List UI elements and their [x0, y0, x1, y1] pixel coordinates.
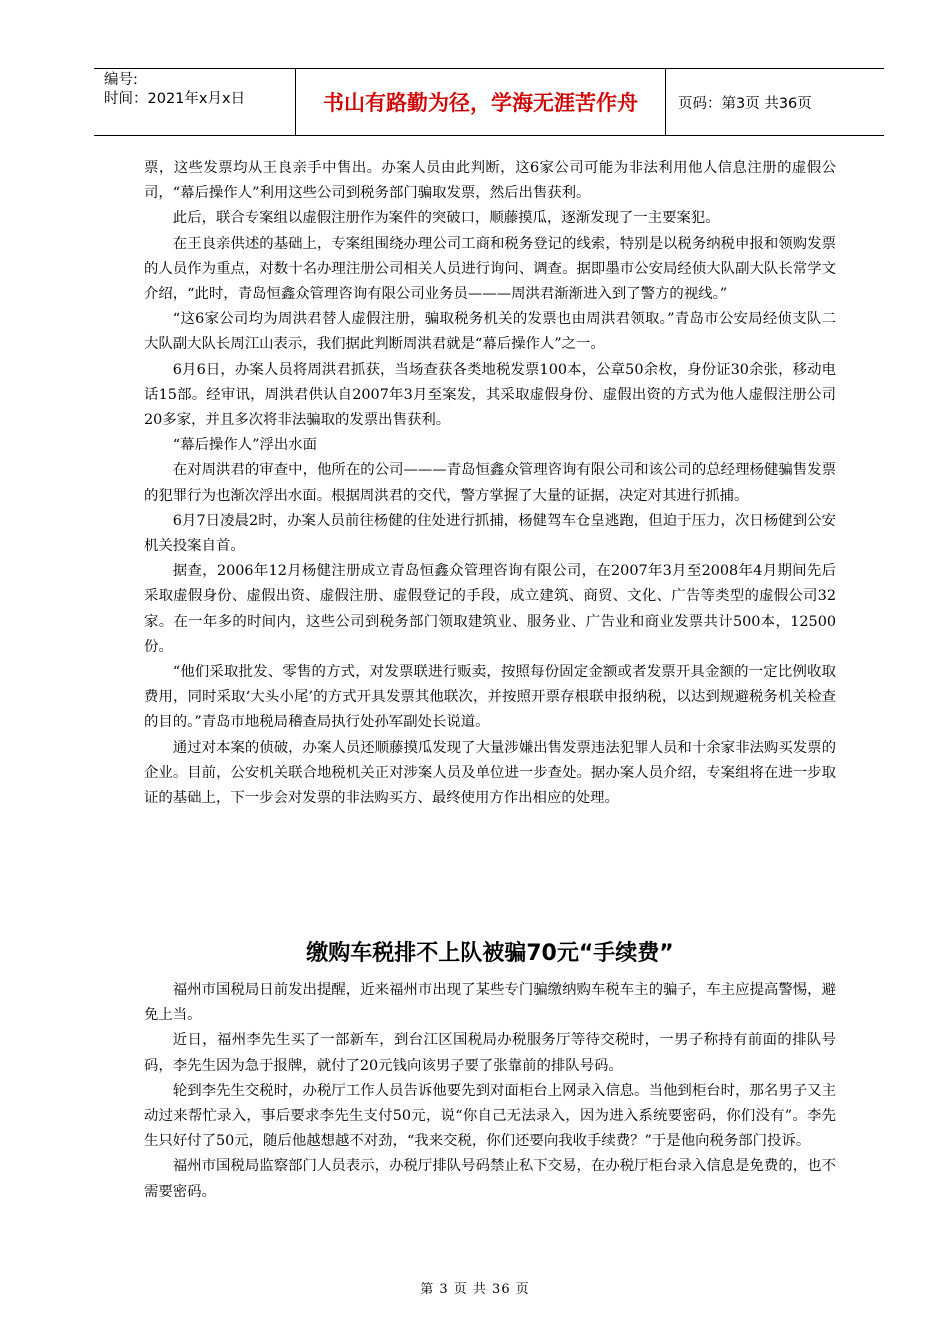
header-meta [94, 69, 296, 135]
paragraph: 在王良亲供述的基础上，专案组围绕办理公司工商和税务登记的线索，特别是以税务纳税申报和领购发票的人员作为重点，对数十名办理注册公司相关人员进行询问、调查。据即墨市公安局经侦大队副大队长常学文介绍，“此时，青岛恒鑫众管理咨询有限公司业务员———周洪君渐渐进入到了警方的视线。” [144, 235, 836, 303]
section-heading: “幕后操作人”浮出水面 [172, 437, 318, 454]
paragraph: 近日，福州李先生买了一部新车，到台江区国税局办税服务厅等待交税时，一男子称持有前面的排队号码，李先生因为急于报牌，就付了20元钱向该男子要了张靠前的排队号码。 [144, 1032, 836, 1074]
paragraph: 票，这些发票均从王良亲手中售出。办案人员由此判断，这6家公司可能为非法利用他人信息注册的虚假公司，“幕后操作人”利用这些公司到税务部门骗取发票，然后出售获利。 [144, 160, 836, 202]
paragraph: 福州市国税局监察部门人员表示，办税厅排队号码禁止私下交易，在办税厅柜台录入信息是免费的，也不需要密码。 [144, 1158, 836, 1200]
paragraph: 据查，2006年12月杨健注册成立青岛恒鑫众管理咨询有限公司，在2007年3月至2008年4月期间先后采取虚假身份、虚假出资、虚假注册、虚假登记的手段，成立建筑、商贸、文化、广告等类型的虚假公司32家。在一年多的时间内，这些公司到税务部门领取建筑业、服务业、广告业和商业发票共计500本，12500份。 [144, 563, 836, 655]
paragraph: 在对周洪君的审查中，他所在的公司———青岛恒鑫众管理咨询有限公司和该公司的总经理杨健骗售发票的犯罪行为也渐次浮出水面。根据周洪君的交代，警方掌握了大量的证据，决定对其进行抓捕。 [144, 462, 836, 504]
header-page-info: 页码：第3页 共36页 [678, 95, 812, 112]
article-1-body [144, 156, 836, 811]
paragraph: 福州市国税局日前发出提醒，近来福州市出现了某些专门骗缴纳购车税车主的骗子，车主应提高警惕，避免上当。 [144, 982, 836, 1024]
paragraph: 轮到李先生交税时，办税厅工作人员告诉他要先到对面柜台上网录入信息。当他到柜台时，那名男子又主动过来帮忙录入，事后要求李先生支付50元，说“你自己无法录入，因为进入系统要密码，你们没有”。李先生只好付了50元，随后他越想越不对劲，“我来交税，你们还要向我收手续费？”于是他向税务部门投诉。 [144, 1082, 836, 1150]
number-label: 编号: [104, 72, 138, 88]
page-footer: 第 3 页 共 36 页 [420, 1282, 530, 1297]
article-2-body [144, 978, 836, 1205]
paragraph: 6月7日凌晨2时，办案人员前往杨健的住处进行抓捕，杨健驾车仓皇逃跑，但迫于压力，次日杨健到公安机关投案自首。 [144, 512, 836, 555]
page-header [94, 68, 884, 136]
paragraph: 此后，联合专案组以虚假注册作为案件的突破口，顺藤摸瓜，逐渐发现了一主要案犯。 [172, 210, 720, 227]
paragraph: 通过对本案的侦破，办案人员还顺藤摸瓜发现了大量涉嫌出售发票违法犯罪人员和十余家非法购买发票的企业。目前，公安机关联合地税机关正对涉案人员及单位进一步查处。据办案人员介绍，专案组将在进一步取证的基础上，下一步会对发票的非法购买方、最终使用方作出相应的处理。 [144, 739, 836, 807]
paragraph: “他们采取批发、零售的方式，对发票联进行贩卖，按照每份固定金额或者发票开具金额的一定比例收取费用，同时采取‘大头小尾’的方式开具发票其他联次，并按照开票存根联申报纳税，以达到规避税务机关检查的目的。”青岛市地税局稽查局执行处孙军副处长说道。 [144, 664, 836, 731]
paragraph: “这6家公司均为周洪君替人虚假注册，骗取税务机关的发票也由周洪君领取。”青岛市公安局经侦支队二大队副大队长周江山表示，我们据此判断周洪君就是“幕后操作人”之一。 [144, 311, 836, 353]
time-label: 时间：2021年x月x日 [104, 91, 246, 107]
header-motto: 书山有路勤为径，学海无涯苦作舟 [296, 69, 666, 135]
paragraph: 6月6日，办案人员将周洪君抓获，当场查获各类地税发票100本，公章50余枚，身份证30余张，移动电话15部。经审讯，周洪君供认自2007年3月至案发，其采取虚假身份、虚假出资的方式为他人虚假注册公司20多家，并且多次将非法骗取的发票出售获利。 [144, 361, 836, 429]
article-2-title: 缴购车税排不上队被骗70元“手续费” [306, 941, 674, 966]
